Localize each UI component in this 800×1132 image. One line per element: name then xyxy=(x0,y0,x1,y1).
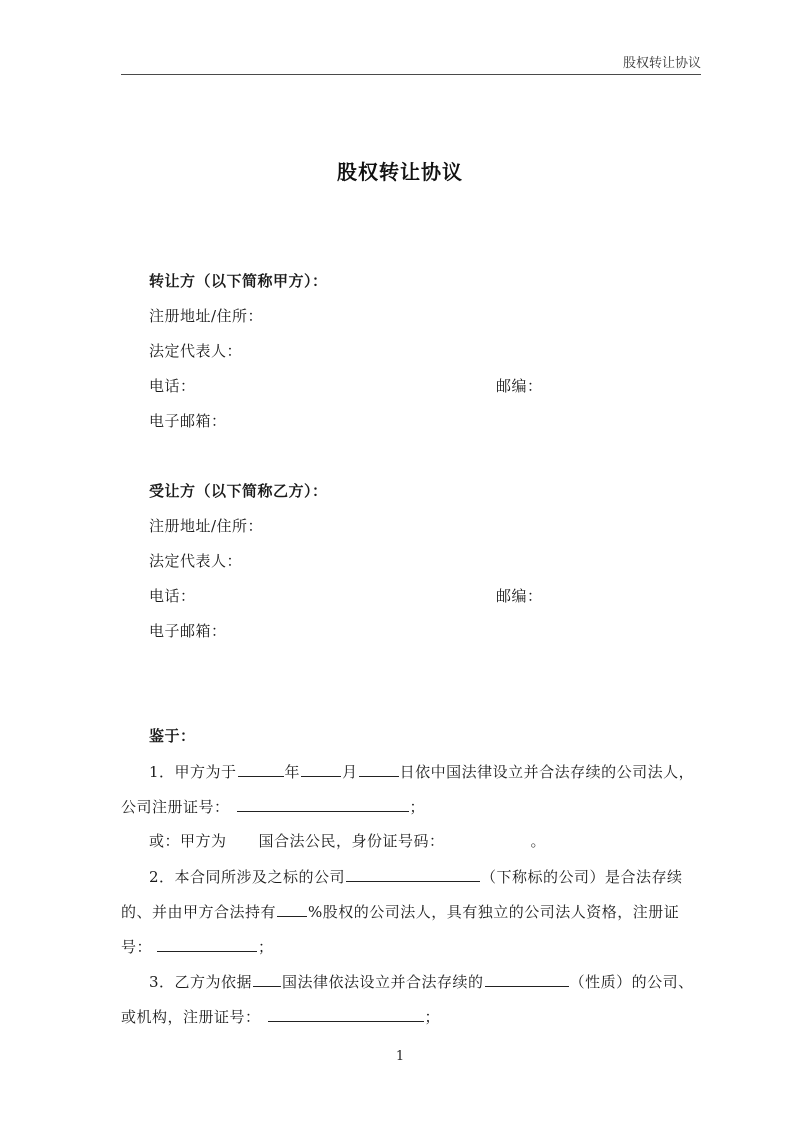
recital-1-rest: 日依中国法律设立并合法存续的公司法人， xyxy=(399,763,695,781)
recital-1-line-2 xyxy=(121,796,425,817)
month-label: 月 xyxy=(342,763,358,781)
recital-1-line-1 xyxy=(149,761,694,782)
page-number: 1 xyxy=(395,1049,405,1064)
recital-2-line3-suffix: ； xyxy=(258,938,274,956)
party-a-heading: 转让方（以下简称甲方）： xyxy=(149,272,328,290)
party-b-reg-no-blank[interactable] xyxy=(268,1006,424,1022)
document-title: 股权转让协议 xyxy=(337,160,463,184)
header-rule xyxy=(121,74,701,75)
recital-2-line2-prefix: 的、并由甲方合法持有 xyxy=(121,903,277,921)
recital-3-middle: 国法律依法设立并合法存续的 xyxy=(282,973,484,991)
reg-no-label: 公司注册证号： xyxy=(121,798,230,816)
share-percent-blank[interactable] xyxy=(277,901,307,917)
target-company-blank[interactable] xyxy=(346,866,480,882)
recital-3-line2-prefix: 或机构，注册证号： xyxy=(121,1008,261,1026)
recital-3-line-1 xyxy=(149,971,694,992)
recital-2-suffix: （下称标的公司）是合法存续 xyxy=(481,868,683,886)
recital-1-alt-prefix: 或：甲方为 xyxy=(149,832,227,850)
day-blank[interactable] xyxy=(359,761,399,777)
year-label: 年 xyxy=(284,763,301,781)
party-b-heading: 受让方（以下简称乙方）： xyxy=(149,482,328,500)
party-b-email-label: 电子邮箱： xyxy=(149,622,227,640)
target-reg-no-blank[interactable] xyxy=(157,936,257,952)
party-b-address-label: 注册地址/住所： xyxy=(149,517,264,535)
party-b-legal-rep-label: 法定代表人： xyxy=(149,552,243,570)
party-a-address-label: 注册地址/住所： xyxy=(149,307,264,325)
recital-3-prefix: 3．乙方为依据 xyxy=(149,973,253,991)
recital-3-suffix: （性质）的公司、 xyxy=(569,973,694,991)
party-b-nature-blank[interactable] xyxy=(485,971,569,987)
party-a-reg-no-blank[interactable] xyxy=(237,796,409,812)
month-blank[interactable] xyxy=(301,761,341,777)
party-a-postcode-label: 邮编： xyxy=(496,377,543,395)
recital-2-line-3 xyxy=(121,936,274,957)
recital-3-line-2 xyxy=(121,1006,440,1027)
party-b-nationality-blank[interactable] xyxy=(253,971,281,987)
party-a-phone-label: 电话： xyxy=(149,377,196,395)
party-b-postcode-label: 邮编： xyxy=(496,587,543,605)
reg-no-suffix: ； xyxy=(409,798,426,816)
party-a-email-label: 电子邮箱： xyxy=(149,412,227,430)
recital-1-alt xyxy=(149,831,546,851)
party-a-legal-rep-label: 法定代表人： xyxy=(149,342,243,360)
recital-1-alt-suffix: 。 xyxy=(530,832,547,850)
running-header: 股权转让协议 xyxy=(622,56,701,71)
recital-2-prefix: 2．本合同所涉及之标的公司 xyxy=(149,868,346,886)
recital-1-prefix: 1．甲方为于 xyxy=(149,763,237,781)
recital-2-line-1 xyxy=(149,866,683,887)
recital-3-line2-suffix: ； xyxy=(424,1008,441,1026)
party-b-phone-label: 电话： xyxy=(149,587,196,605)
recital-2-line3-prefix: 号： xyxy=(121,938,153,956)
recital-2-line2-suffix: %股权的公司法人，具有独立的公司法人资格，注册证 xyxy=(308,903,680,921)
recital-1-alt-middle: 国合法公民，身份证号码： xyxy=(258,832,445,850)
recitals-heading: 鉴于： xyxy=(149,727,196,745)
recital-2-line-2 xyxy=(121,901,679,922)
year-blank[interactable] xyxy=(238,761,284,777)
